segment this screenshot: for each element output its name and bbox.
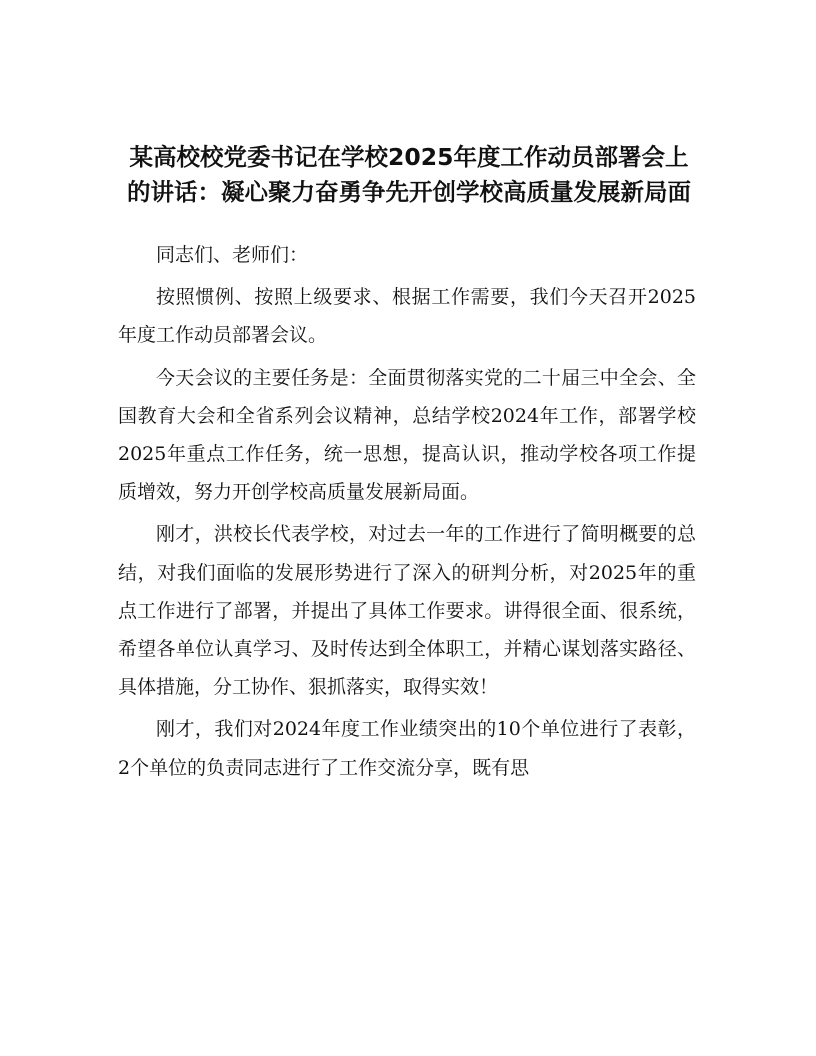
salutation-paragraph: 同志们、老师们： [156, 244, 309, 266]
document-title: 某高校校党委书记在学校2025年度工作动员部署会上的讲话：凝心聚力奋勇争先开创学校高质量发展新局面 [127, 143, 691, 206]
body-paragraph: 刚才，我们对2024年度工作业绩突出的10个单位进行了表彰，2个单位的负责同志进行了工作交流分享，既有思 [118, 718, 696, 779]
document-body [118, 236, 696, 787]
body-paragraph: 按照惯例、按照上级要求、根据工作需要，我们今天召开2025年度工作动员部署会议。 [118, 286, 696, 347]
body-paragraph: 今天会议的主要任务是：全面贯彻落实党的二十届三中全会、全国教育大会和全省系列会议精神，总结学校2024年工作，部署学校2025年重点工作任务，统一思想，提高认识，推动学校各项工作提质增效，努力开创学校高质量发展新局面。 [118, 366, 696, 504]
body-paragraph: 刚才，洪校长代表学校，对过去一年的工作进行了简明概要的总结，对我们面临的发展形势进行了深入的研判分析，对2025年的重点工作进行了部署，并提出了具体工作要求。讲得很全面、很系统，希望各单位认真学习、及时传达到全体职工，并精心谋划落实路径、具体措施，分工协作、狠抓落实，取得实效！ [118, 523, 696, 699]
